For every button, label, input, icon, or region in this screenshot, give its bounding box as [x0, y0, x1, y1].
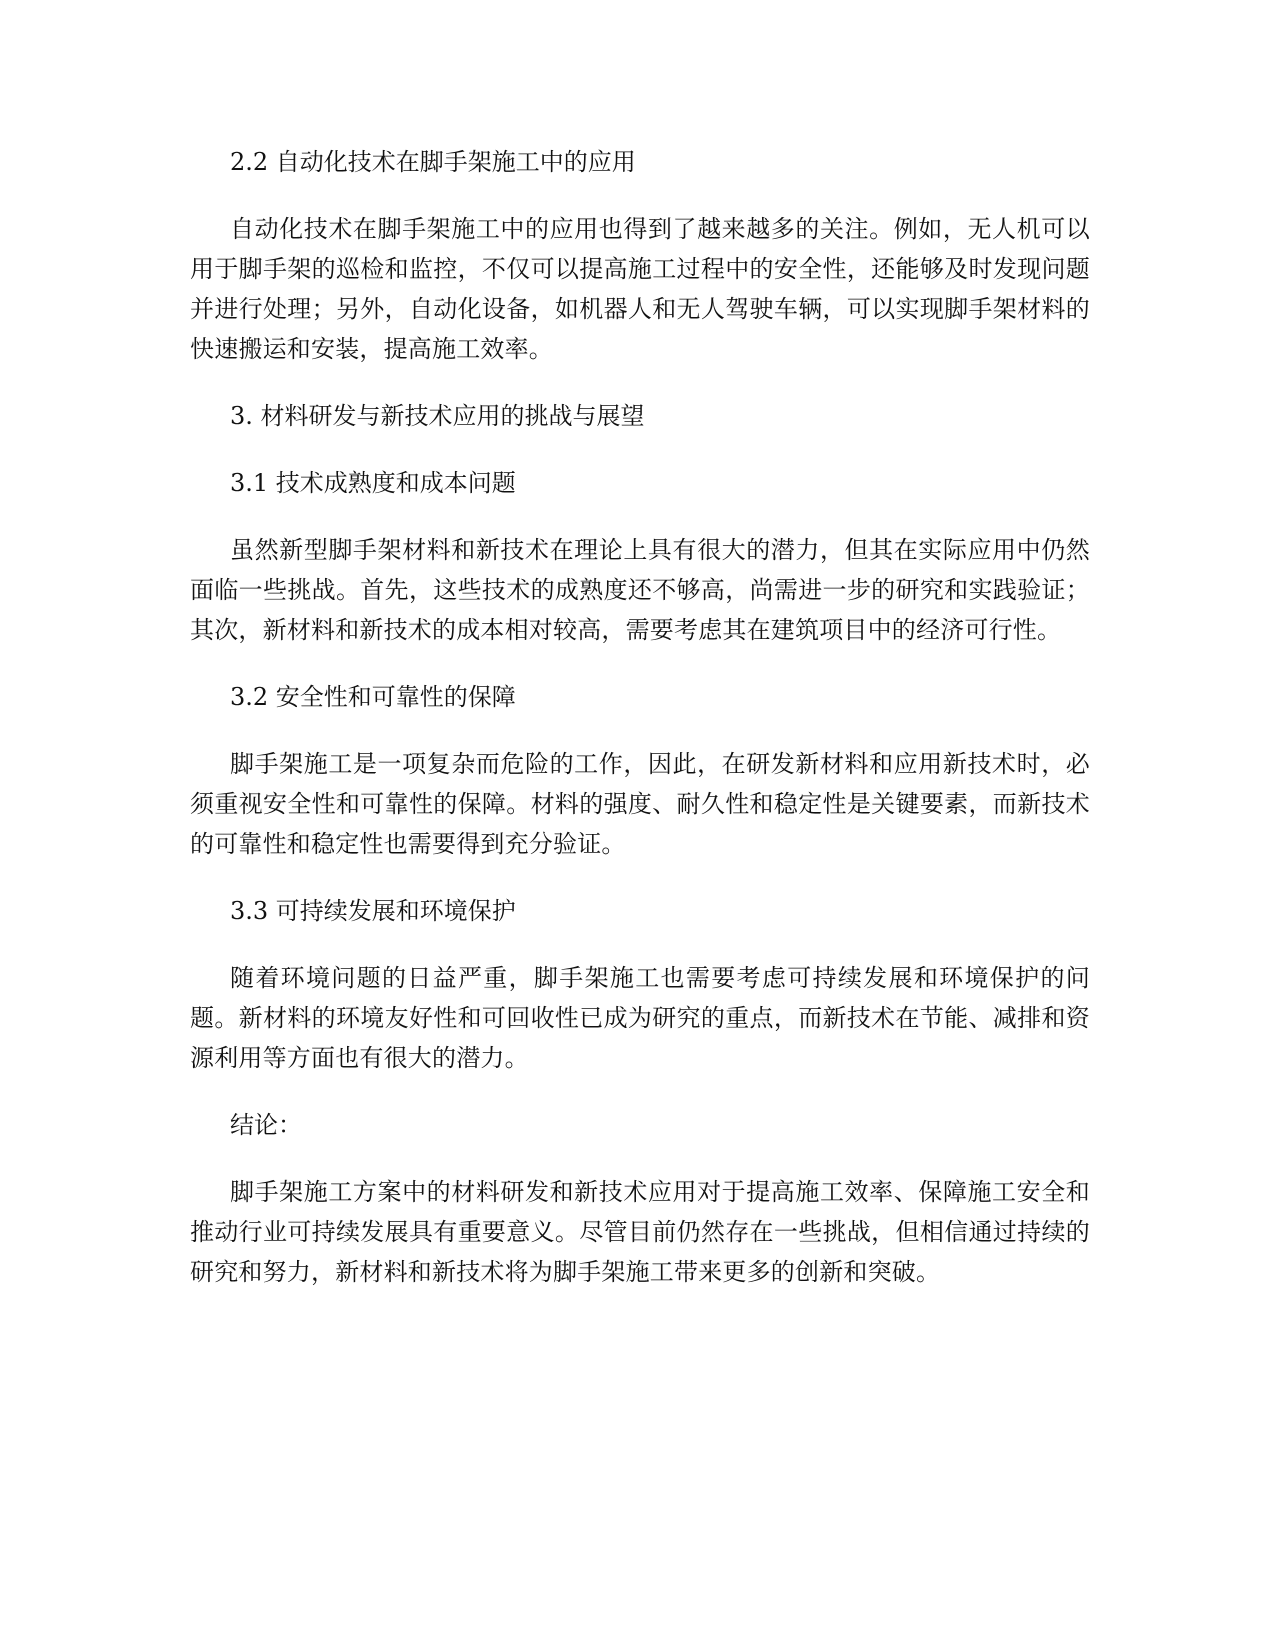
paragraph-conclusion: 脚手架施工方案中的材料研发和新技术应用对于提高施工效率、保障施工安全和推动行业可持续发展具有重要意义。尽管目前仍然存在一些挑战，但相信通过持续的研究和努力，新材料和新技术将为脚手架施工带来更多的创新和突破。 [190, 1178, 1090, 1286]
paragraph-sustainability: 随着环境问题的日益严重，脚手架施工也需要考虑可持续发展和环境保护的问题。新材料的环境友好性和可回收性已成为研究的重点，而新技术在节能、减排和资源利用等方面也有很大的潜力。 [190, 964, 1090, 1072]
paragraph-automation: 自动化技术在脚手架施工中的应用也得到了越来越多的关注。例如，无人机可以用于脚手架的巡检和监控，不仅可以提高施工过程中的安全性，还能够及时发现问题并进行处理；另外，自动化设备，如机器人和无人驾驶车辆，可以实现脚手架材料的快速搬运和安装，提高施工效率。 [190, 215, 1090, 363]
paragraph-safety: 脚手架施工是一项复杂而危险的工作，因此，在研发新材料和应用新技术时，必须重视安全性和可靠性的保障。材料的强度、耐久性和稳定性是关键要素，而新技术的可靠性和稳定性也需要得到充分验证。 [190, 750, 1090, 858]
conclusion-heading: 结论： [230, 1111, 302, 1139]
document-body [190, 142, 1090, 1319]
section-heading-3-2: 3.2 安全性和可靠性的保障 [230, 683, 516, 711]
section-heading-3-1: 3.1 技术成熟度和成本问题 [230, 469, 516, 497]
section-heading-3: 3. 材料研发与新技术应用的挑战与展望 [230, 402, 645, 430]
section-heading-3-3: 3.3 可持续发展和环境保护 [230, 897, 516, 925]
section-heading-2-2: 2.2 自动化技术在脚手架施工中的应用 [230, 148, 636, 176]
paragraph-maturity-cost: 虽然新型脚手架材料和新技术在理论上具有很大的潜力，但其在实际应用中仍然面临一些挑战。首先，这些技术的成熟度还不够高，尚需进一步的研究和实践验证；其次，新材料和新技术的成本相对较高，需要考虑其在建筑项目中的经济可行性。 [190, 536, 1090, 644]
